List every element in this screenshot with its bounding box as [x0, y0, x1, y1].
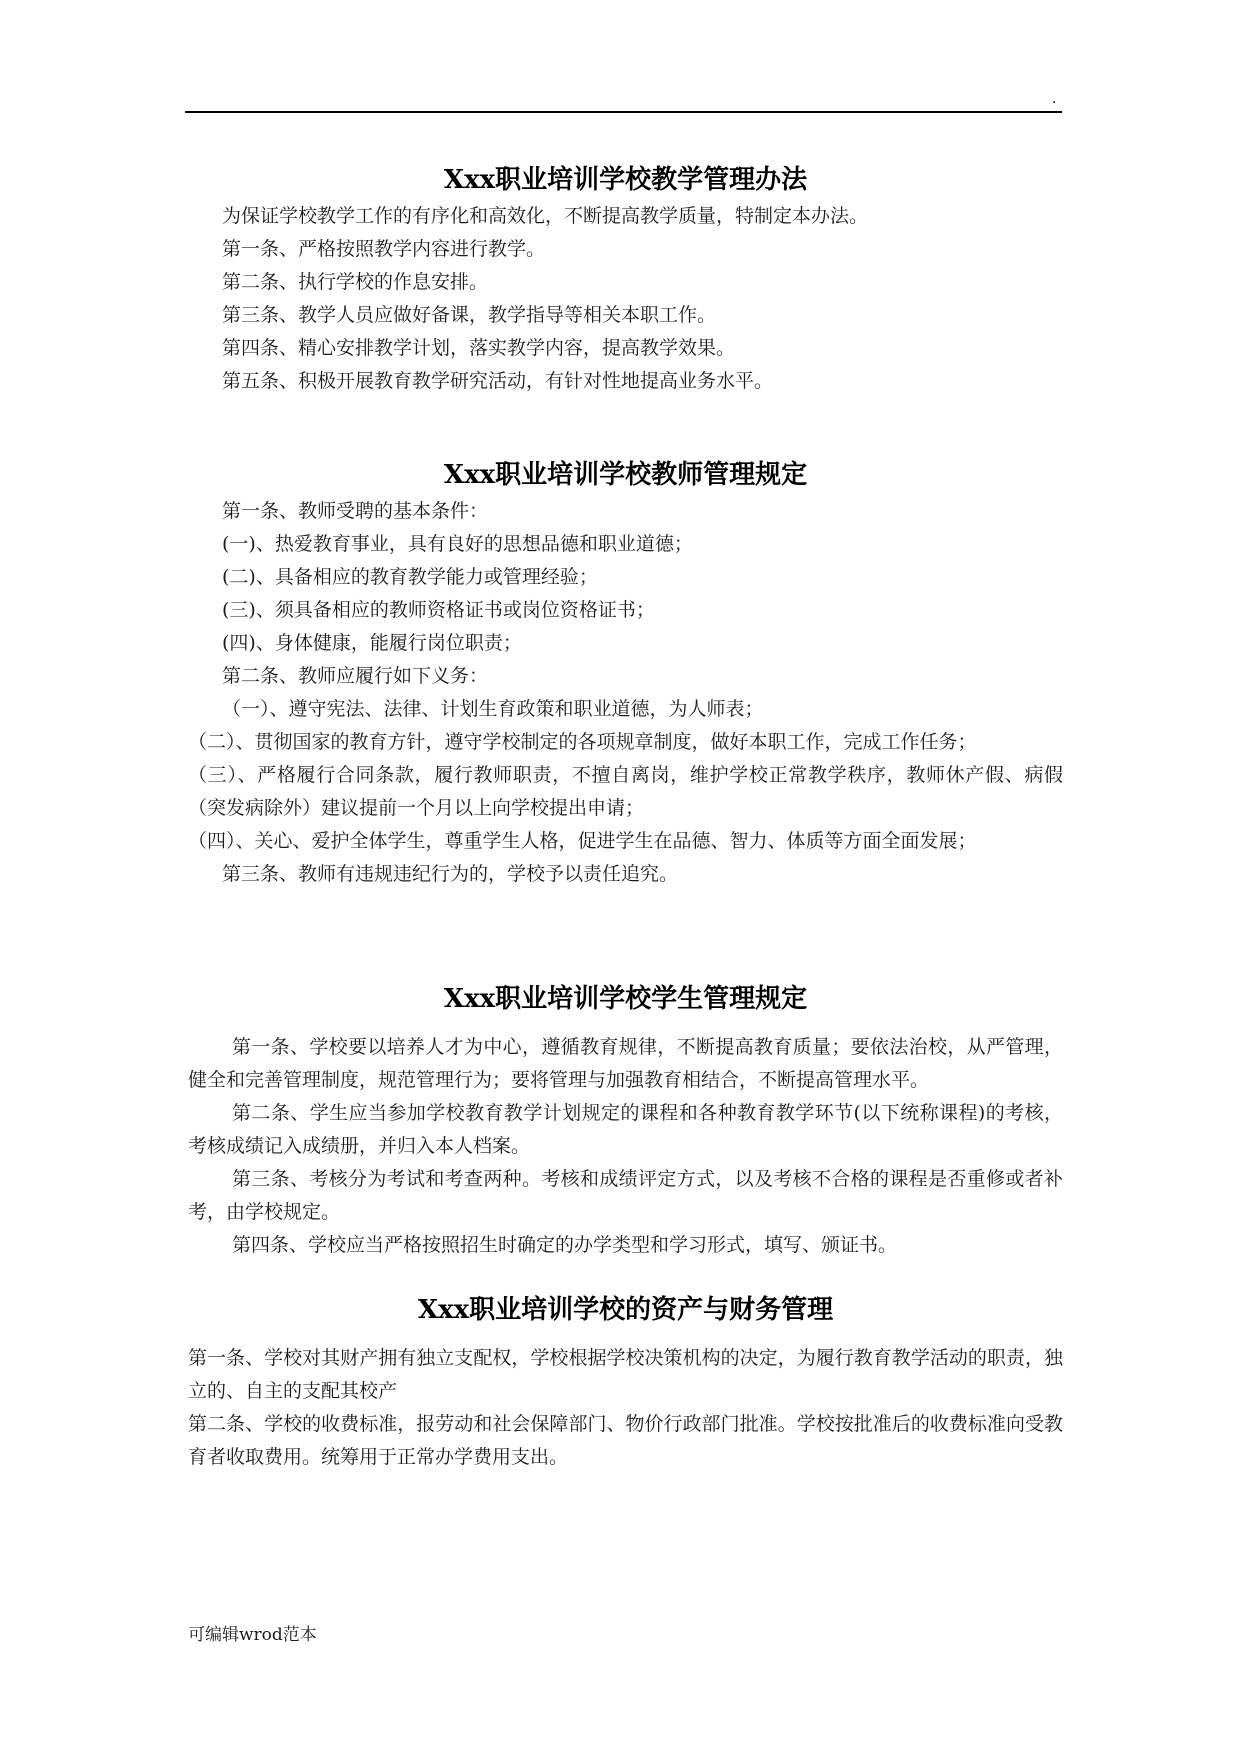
paragraph: 第三条、教师有违规违纪行为的，学校予以责任追究。	[222, 863, 679, 885]
footer-text: 可编辑wrod范本	[188, 1625, 317, 1645]
paragraph: 第四条、学校应当严格按照招生时确定的办学类型和学习形式，填写、颁证书。	[232, 1234, 898, 1256]
paragraph: 第三条、考核分为考试和考查两种。考核和成绩评定方式，以及考核不合格的课程是否重修或者补考，由学校规定。	[188, 1168, 1063, 1223]
paragraph: 第三条、教学人员应做好备课，教学指导等相关本职工作。	[222, 304, 717, 326]
section-title: Xxx职业培训学校的资产与财务管理	[417, 1295, 834, 1325]
paragraph: （三）、严格履行合同条款，履行教师职责，不擅自离岗，维护学校正常教学秩序，教师休产假、病假（突发病除外）建议提前一个月以上向学校提出申请；	[188, 764, 1063, 819]
spacer	[188, 1330, 1063, 1342]
paragraph: 第四条、精心安排教学计划，落实教学内容，提高教学效果。	[222, 337, 736, 359]
spacer	[188, 1019, 1063, 1031]
section-teaching-management	[188, 160, 1063, 398]
paragraph: 第一条、学校对其财产拥有独立支配权，学校根据学校决策机构的决定，为履行教育教学活动的职责，独立的、自主的支配其校产	[188, 1347, 1063, 1402]
paragraph: （四）、关心、爱护全体学生，尊重学生人格，促进学生在品德、智力、体质等方面全面发展；	[188, 830, 977, 852]
section-title: Xxx职业培训学校学生管理规定	[443, 984, 808, 1014]
paragraph: (一)、热爱教育事业，具有良好的思想品德和职业道德；	[222, 533, 693, 555]
section-student-management	[188, 979, 1063, 1262]
paragraph: 第二条、学校的收费标准，报劳动和社会保障部门、物价行政部门批准。学校按批准后的收费标准向受教育者收取费用。统筹用于正常办学费用支出。	[188, 1413, 1063, 1468]
header-rule	[185, 111, 1062, 113]
section-teacher-management	[188, 455, 1063, 891]
paragraph: 第二条、执行学校的作息安排。	[222, 271, 489, 293]
section-title: Xxx职业培训学校教学管理办法	[443, 165, 808, 195]
paragraph: 第二条、教师应履行如下义务：	[222, 665, 489, 687]
paragraph: (四)、身体健康，能履行岗位职责；	[222, 632, 522, 654]
paragraph: 第一条、教师受聘的基本条件：	[222, 500, 489, 522]
paragraph: 为保证学校教学工作的有序化和高效化，不断提高教学质量，特制定本办法。	[222, 205, 869, 227]
paragraph: 第五条、积极开展教育教学研究活动，有针对性地提高业务水平。	[222, 370, 774, 392]
paragraph: (三)、须具备相应的教师资格证书或岗位资格证书；	[222, 599, 655, 621]
document-body	[188, 160, 1063, 1474]
paragraph: 第二条、学生应当参加学校教育教学计划规定的课程和各种教育教学环节(以下统称课程)的考核，考核成绩记入成绩册，并归入本人档案。	[188, 1102, 1063, 1157]
paragraph: 第一条、学校要以培养人才为中心，遵循教育规律，不断提高教育质量；要依法治校，从严管理，健全和完善管理制度，规范管理行为；要将管理与加强教育相结合，不断提高管理水平。	[188, 1036, 1063, 1091]
header-mark: .	[1052, 91, 1057, 107]
paragraph: （一）、遵守宪法、法律、计划生育政策和职业道德，为人师表；	[222, 698, 764, 720]
section-title: Xxx职业培训学校教师管理规定	[443, 460, 808, 490]
paragraph: 第一条、严格按照教学内容进行教学。	[222, 238, 546, 260]
paragraph: (二)、具备相应的教育教学能力或管理经验；	[222, 566, 598, 588]
paragraph: （二）、贯彻国家的教育方针，遵守学校制定的各项规章制度，做好本职工作，完成工作任务；	[188, 731, 977, 753]
section-assets-finance	[188, 1290, 1063, 1474]
